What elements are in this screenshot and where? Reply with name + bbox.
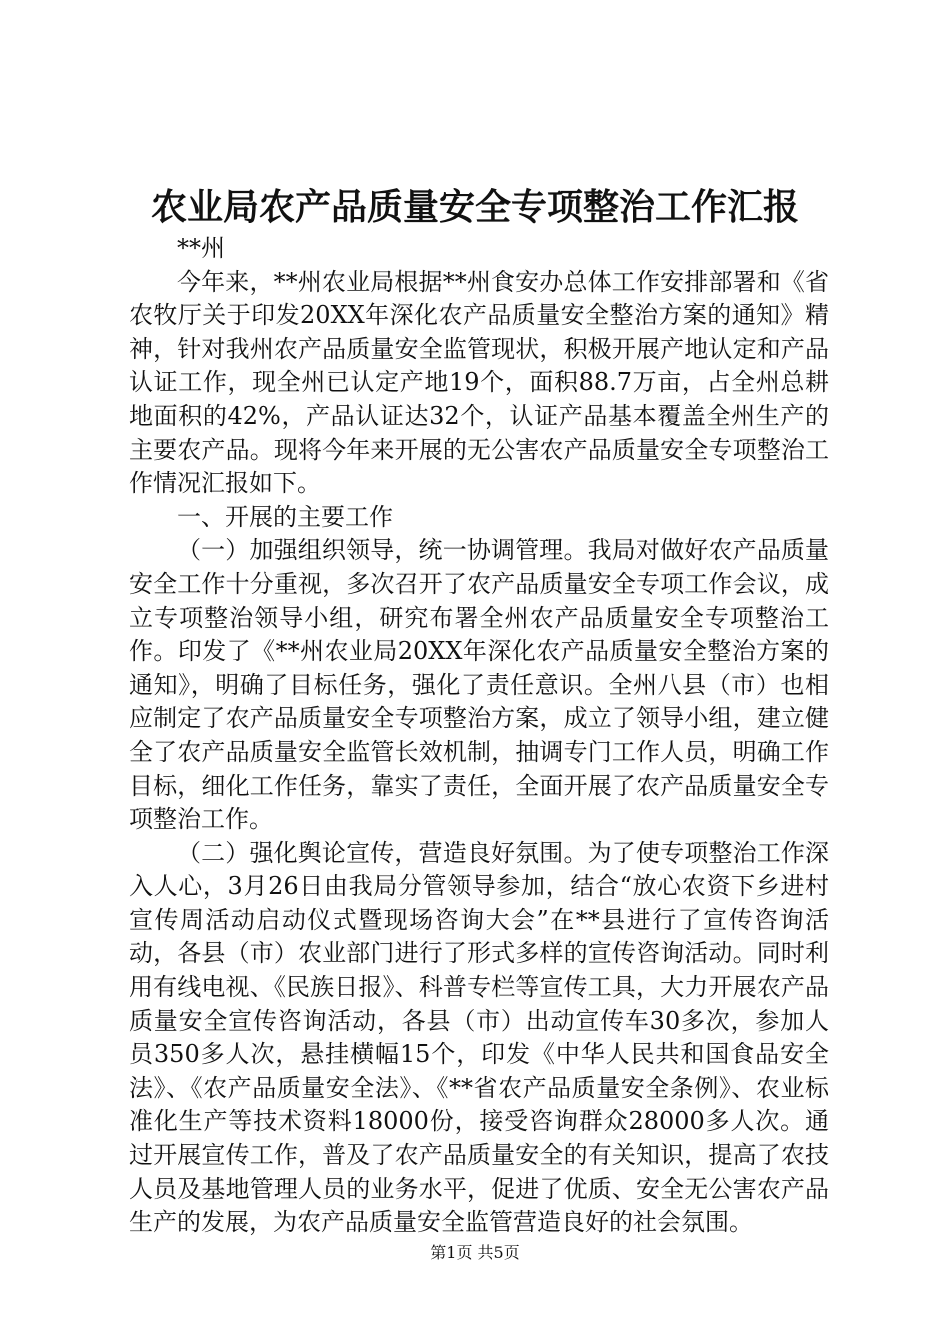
body-paragraph: （二）强化舆论宣传，营造良好氛围。为了使专项整治工作深入人心，3月26日由我局分管领导参加，结合“放心农资下乡进村宣传周活动启动仪式暨现场咨询大会”在**县进行了宣传咨询活动，各县（市）农业部门进行了形式多样的宣传咨询活动。同时利用有线电视、《民族日报》、科普专栏等宣传工具，大力开展农产品质量安全宣传咨询活动，各县（市）出动宣传车30多次，参加人员350多人次，悬挂横幅15个，印发《中华人民共和国食品安全法》、《农产品质量安全法》、《**省农产品质量安全条例》、农业标准化生产等技术资料18000份，接受咨询群众28000多人次。通过开展宣传工作，普及了农产品质量安全的有关知识，提高了农技人员及基地管理人员的业务水平，促进了优质、安全无公害农产品生产的发展，为农产品质量安全监管营造良好的社会氛围。 bbox=[129, 838, 829, 1237]
organization-line: **州 bbox=[177, 234, 225, 262]
document-body bbox=[129, 232, 829, 1240]
body-paragraph: （一）加强组织领导，统一协调管理。我局对做好农产品质量安全工作十分重视，多次召开了农产品质量安全专项工作会议，成立专项整治领导小组，研究布署全州农产品质量安全专项整治工作。印发了《**州农业局20XX年深化农产品质量安全整治方案的通知》，明确了目标任务，强化了责任意识。全州八县（市）也相应制定了农产品质量安全专项整治方案，成立了领导小组，建立健全了农产品质量安全监管长效机制，抽调专门工作人员，明确工作目标，细化工作任务，靠实了责任，全面开展了农产品质量安全专项整治工作。 bbox=[129, 536, 829, 834]
document-title: 农业局农产品质量安全专项整治工作汇报 bbox=[150, 186, 799, 228]
intro-paragraph: 今年来，**州农业局根据**州食安办总体工作安排部署和《省农牧厅关于印发20XX年深化农产品质量安全整治方案的通知》精神，针对我州农产品质量安全监管现状，积极开展产地认定和产品认证工作，现全州已认定产地19个，面积88.7万亩，占全州总耕地面积的42%，产品认证达32个，认证产品基本覆盖全州生产的主要农产品。现将今年来开展的无公害农产品质量安全专项整治工作情况汇报如下。 bbox=[129, 267, 829, 498]
page-number-footer: 第1页 共5页 bbox=[430, 1243, 520, 1262]
section-heading: 一、开展的主要工作 bbox=[177, 502, 393, 531]
